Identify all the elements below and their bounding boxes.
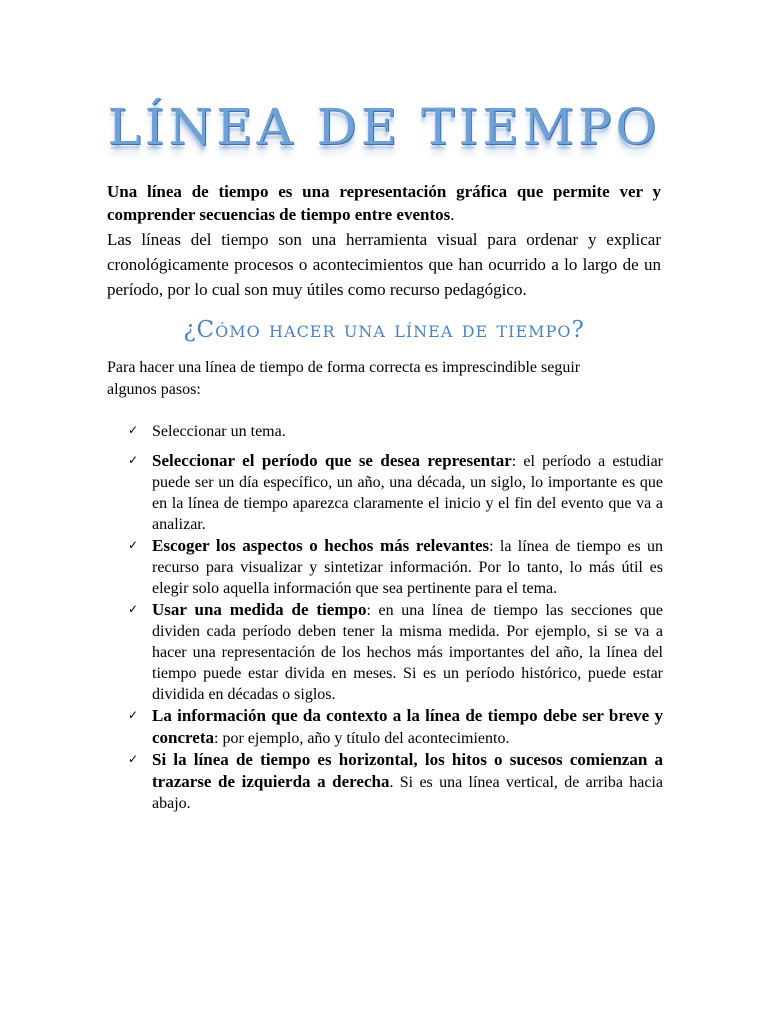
intro-description: Las líneas del tiempo son una herramienta visual para ordenar y explicar cronológicamente procesos o acontecimientos que han ocurrido a lo largo de un período, por lo cual son muy útiles como recurso pedagógico.	[107, 230, 661, 299]
step-text: . Si es una línea vertical, de arriba hacia abajo.	[152, 774, 663, 812]
step-text: Seleccionar un tema.	[152, 423, 286, 440]
step-label: Si la línea de tiempo es horizontal, los hitos o sucesos comienzan a trazarse de izquierda a derecha	[152, 750, 663, 791]
checkmark-icon: ✓	[128, 538, 139, 552]
step-text: : por ejemplo, año y título del acontecimiento.	[214, 730, 510, 747]
step-label: Usar una medida de tiempo	[152, 600, 367, 619]
list-item	[107, 420, 663, 442]
intro-section	[107, 180, 661, 302]
checkmark-icon: ✓	[128, 602, 139, 616]
list-item	[107, 749, 663, 814]
section-heading: ¿Cómo hacer una línea de tiempo?	[183, 317, 585, 343]
step-label: Escoger los aspectos o hechos más relevantes	[152, 536, 490, 555]
intro-definition	[107, 180, 661, 226]
step-text: : el período a estudiar puede ser un día específico, un año, una década, un siglo, lo importante es que en la línea de tiempo aparezca claramente el inicio y el fin del evento que va a analizar.	[152, 453, 663, 533]
step-text: : en una línea de tiempo las secciones que dividen cada período deben tener la misma medida. Por ejemplo, si se va a hacer una representación de los hechos más importantes del año, la línea del tiempo puede estar divida en meses. Si es un período histórico, puede estar dividida en décadas o siglos.	[152, 602, 663, 703]
page-title: LÍNEA DE TIEMPO	[107, 98, 661, 156]
checkmark-icon: ✓	[128, 423, 139, 437]
section-paragraph: Para hacer una línea de tiempo de forma correcta es imprescindible seguir algunos pasos:	[107, 359, 581, 398]
checkmark-icon: ✓	[128, 752, 139, 766]
step-text: : la línea de tiempo es un recurso para visualizar y sintetizar información. Por lo tanto, lo más útil es elegir solo aquella información que sea pertinente para el tema.	[152, 538, 663, 597]
step-label: Seleccionar el período que se desea representar	[152, 451, 512, 470]
intro-definition-text: Una línea de tiempo es una representación gráfica que permite ver y comprender secuencias de tiempo entre eventos	[107, 182, 661, 224]
list-item	[107, 535, 663, 599]
list-item	[107, 705, 663, 749]
step-label: La información que da contexto a la línea de tiempo debe ser breve y concreta	[152, 706, 663, 747]
checkmark-icon: ✓	[128, 708, 139, 722]
intro-definition-period: .	[450, 205, 455, 224]
list-item	[107, 450, 663, 535]
list-item	[107, 599, 663, 705]
steps-list	[107, 420, 663, 814]
checkmark-icon: ✓	[128, 453, 139, 467]
